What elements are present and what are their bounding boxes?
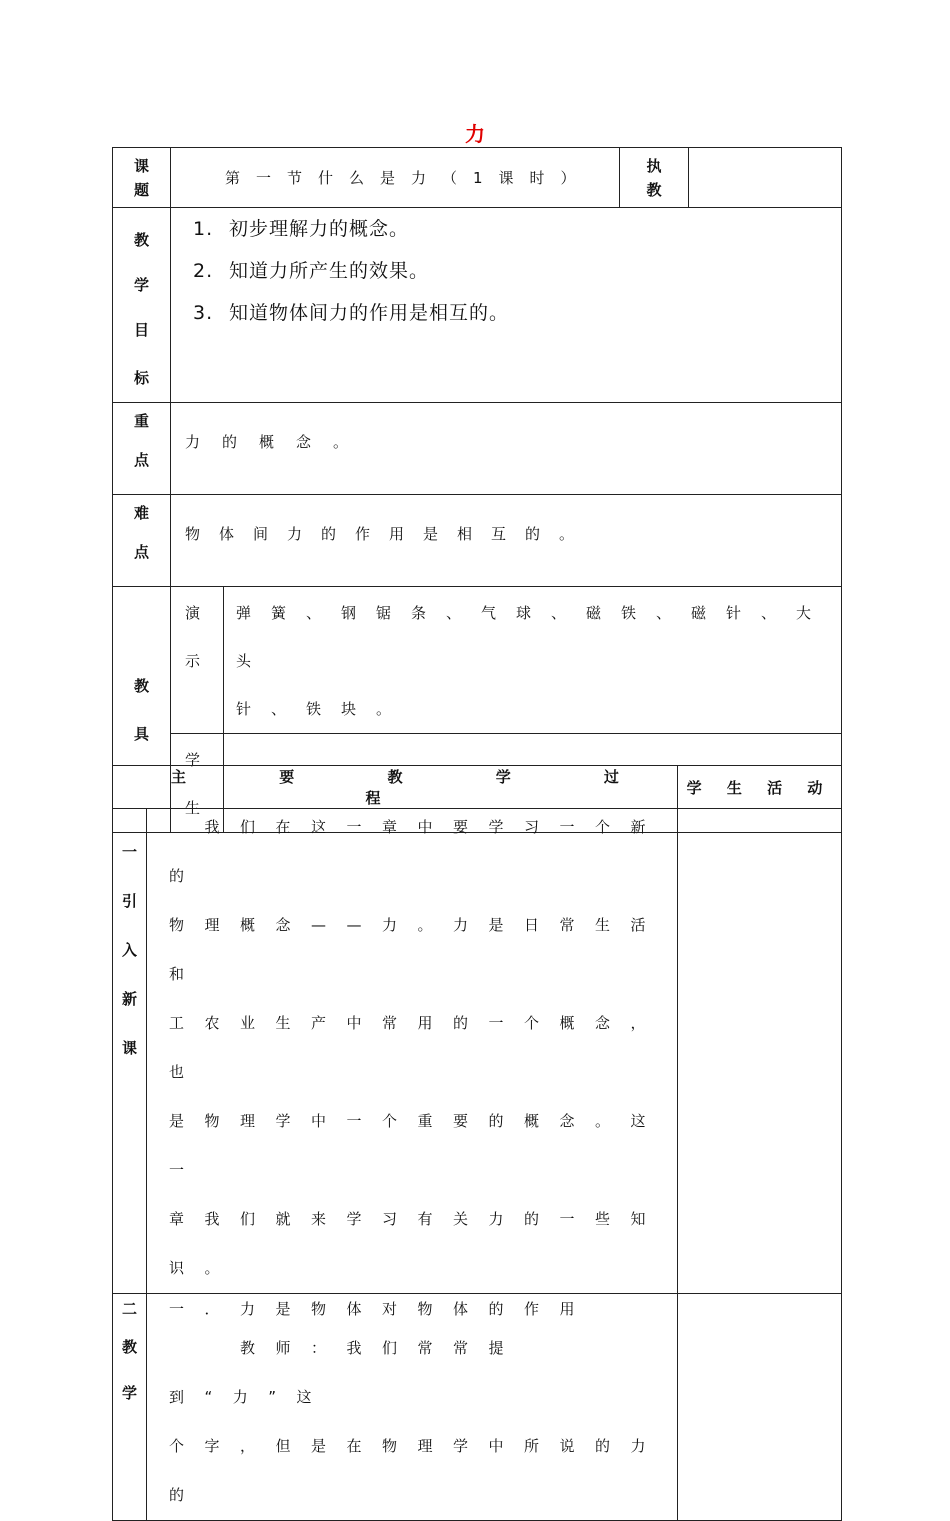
section-teaching-text: 一．力是物体对物体的作用 教师：我们常常提到“力”这 个字，但是在物理学中所说的力的 — [147, 1294, 678, 1521]
section-teaching-activity — [678, 1294, 842, 1521]
difficulty-label: 难 点 — [113, 495, 171, 587]
teacher-value — [689, 148, 842, 208]
demo-label: 演 示 — [171, 587, 224, 734]
process-header: 主 要 教 学 过 程 — [113, 766, 678, 809]
section-intro-activity — [678, 809, 842, 1294]
goals-list — [171, 208, 842, 403]
key-point-label: 重 点 — [113, 403, 171, 495]
goals-label: 教 学 目 标 — [113, 208, 171, 403]
goal-item: 2. 知道力所产生的效果。 — [193, 260, 430, 282]
page-title: 力 — [465, 122, 485, 146]
teacher-label: 执 教 — [620, 148, 689, 208]
demo-items: 弹簧、钢锯条、气球、磁铁、磁针、大头 针、铁块。 — [224, 587, 842, 734]
subject-value: 第一节什么是力（1课时） — [171, 148, 620, 208]
section-intro-label: 一 引 入 新 课 — [113, 809, 147, 1294]
lesson-info-table — [112, 147, 842, 833]
goal-item: 3. 知道物体间力的作用是相互的。 — [193, 302, 510, 324]
subject-label: 课 题 — [113, 148, 171, 208]
section-teaching-label: 二 教 学 — [113, 1294, 147, 1521]
teaching-process-table — [112, 765, 842, 1521]
key-point-text: 力的概念。 — [171, 403, 842, 495]
student-label: 学 生 — [171, 734, 224, 833]
difficulty-text: 物体间力的作用是相互的。 — [171, 495, 842, 587]
student-activity-header: 学 生 活 动 — [678, 766, 842, 809]
goal-item: 1. 初步理解力的概念。 — [193, 218, 410, 240]
tools-label: 教 具 — [113, 587, 171, 833]
section-intro-text: 我们在这一章中要学习一个新的 物理概念——力。力是日常生活和 工农业生产中常用的一个概念，也 是物理学中一个重要的概念。这一 章我们就来学习有关力的一些知 识。 — [147, 809, 678, 1294]
